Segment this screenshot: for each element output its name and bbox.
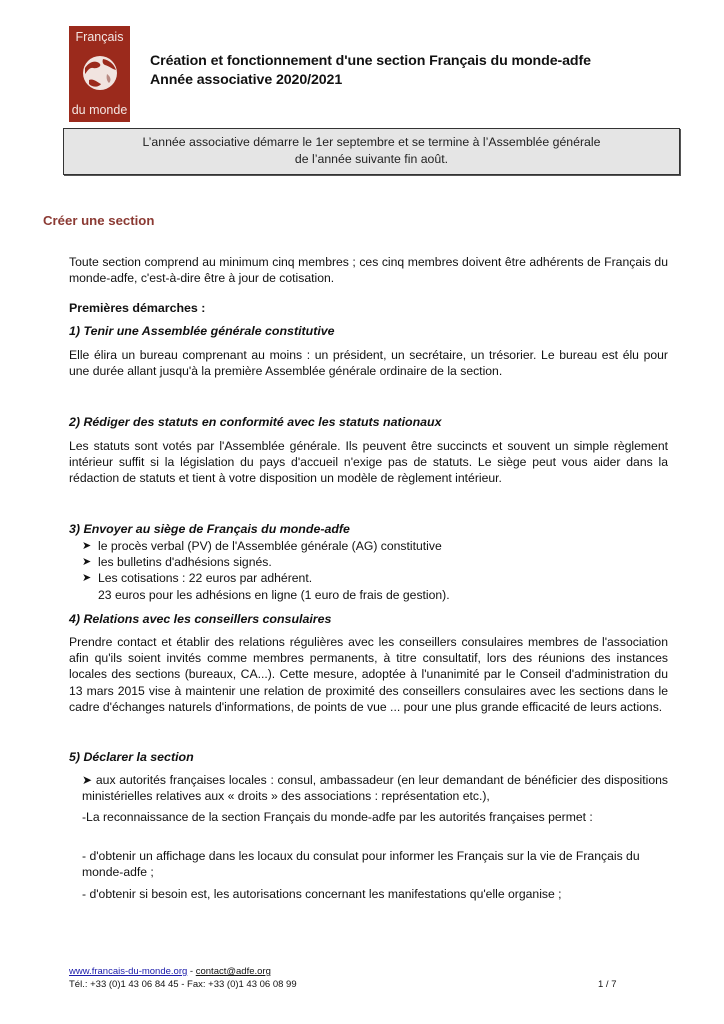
info-box-line-2: de l’année suivante fin août. bbox=[294, 152, 449, 166]
step-5-bullet: ➤ aux autorités françaises locales : consul, ambassadeur (en leur demandant de bénéficier des dispositions ministérielles relatives aux « droits » des associations : représentation etc.), bbox=[82, 773, 668, 804]
info-box bbox=[63, 128, 680, 175]
section-heading: Créer une section bbox=[43, 213, 155, 228]
intro-paragraph: Toute section comprend au minimum cinq membres ; ces cinq membres doivent être adhérents de Français du monde-adfe, c'est-à-dire être à jour de cotisation. bbox=[69, 255, 668, 286]
step-5-recognition: -La reconnaissance de la section Français du monde-adfe par les autorités françaises permet : bbox=[82, 810, 593, 824]
step-1-text: Elle élira un bureau comprenant au moins : un président, un secrétaire, un trésorier. Le bureau est élu pour une durée allant jusqu'à la première Assemblée générale ordinaire de la section. bbox=[69, 348, 668, 379]
logo-top-text: Français bbox=[75, 30, 124, 44]
step-2-title: 2) Rédiger des statuts en conformité avec les statuts nationaux bbox=[69, 415, 442, 429]
title-line-1: Création et fonctionnement d'une section Français du monde-adfe bbox=[150, 53, 591, 69]
step-3-bullet-list bbox=[82, 538, 450, 603]
step-5-title: 5) Déclarer la section bbox=[69, 750, 194, 764]
footer-links bbox=[69, 966, 271, 977]
bullet-item: ➤ les bulletins d'adhésions signés. bbox=[82, 555, 272, 570]
step-4-title: 4) Relations avec les conseillers consulaires bbox=[69, 612, 332, 626]
info-box-line-1: L’année associative démarre le 1er septembre et se termine à l’Assemblée générale bbox=[142, 135, 601, 149]
organization-logo bbox=[69, 26, 130, 122]
title-line-2: Année associative 2020/2021 bbox=[150, 72, 343, 88]
globe-icon bbox=[81, 54, 119, 92]
bullet-item: ➤ le procès verbal (PV) de l'Assemblée générale (AG) constitutive bbox=[82, 539, 442, 553]
arrow-bullet-icon: ➤ bbox=[82, 773, 96, 787]
footer-separator: - bbox=[187, 966, 196, 977]
bullet-item: ➤ Les cotisations : 22 euros par adhérent. bbox=[82, 571, 313, 586]
footer-phone-fax: Tél.: +33 (0)1 43 06 84 45 - Fax: +33 (0)1 43 06 08 99 bbox=[69, 979, 297, 990]
step-4-text: Prendre contact et établir des relations régulières avec les conseillers consulaires membres de l'association afin qu'ils soient invités comme membres permanents, à titre consultatif, lors des réunions des instances locales des sections (bureaux, CA...). Cette mesure, adoptée à l'unanimité par le Conseil d'administration du 13 mars 2015 vise à maintenir une relation de proximité des conseillers consulaires avec les sections dans le cadre d'échanges naturels d'informations, de points de vue ... pour une plus grande efficacité de leurs actions. bbox=[69, 635, 668, 714]
step-5-item-2: - d'obtenir si besoin est, les autorisations concernant les manifestations qu'elle organise ; bbox=[82, 887, 562, 901]
arrow-bullet-icon: ➤ bbox=[82, 540, 92, 552]
email-link[interactable]: contact@adfe.org bbox=[195, 966, 271, 977]
arrow-bullet-icon: ➤ bbox=[82, 556, 92, 569]
page-number: 1 / 7 bbox=[598, 979, 617, 990]
bullet-continuation: 23 euros pour les adhésions en ligne (1 euro de frais de gestion). bbox=[98, 587, 450, 602]
step-2-text: Les statuts sont votés par l'Assemblée générale. Ils peuvent être succincts et souvent un simple règlement intérieur suffit si la législation du pays d'accueil n'exige pas de statuts. Le siège peut vous aider dans la rédaction de statuts et tient à votre disposition un modèle de règlement intérieur. bbox=[69, 439, 668, 486]
step-3-title: 3) Envoyer au siège de Français du monde-adfe bbox=[69, 522, 350, 536]
document-title bbox=[150, 52, 591, 90]
step-1-title: 1) Tenir une Assemblée générale constitutive bbox=[69, 324, 335, 338]
first-steps-label: Premières démarches : bbox=[69, 301, 206, 315]
logo-bottom-text: du monde bbox=[71, 103, 128, 117]
website-link[interactable]: www.francais-du-monde.org bbox=[69, 966, 188, 977]
step-5-item-1: - d'obtenir un affichage dans les locaux du consulat pour informer les Français sur la vie de Français du monde-adfe ; bbox=[82, 849, 640, 880]
arrow-bullet-icon: ➤ bbox=[82, 572, 92, 585]
